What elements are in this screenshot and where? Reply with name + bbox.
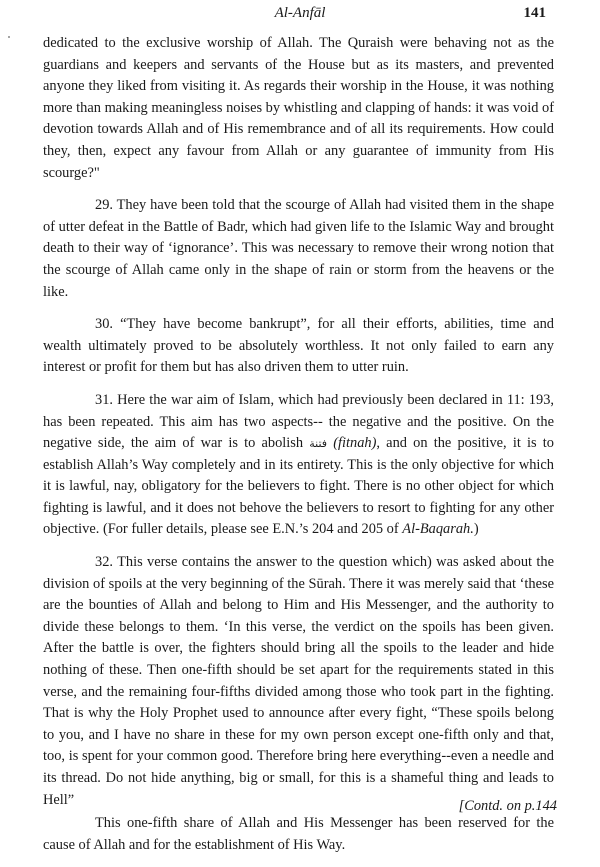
running-header xyxy=(0,5,600,27)
note-31-text-c: ) xyxy=(473,521,479,538)
paragraph-continuation: dedicated to the exclusive worship of Allah. The Quraish were behaving not as the guardians and keepers and servants of the House but as its masters, and prevented anyone they liked from visiting it. As regards their worship in the House, it was nothing more than making meaningless noises by whistling and clapping of hands: it was void of devotion towards Allah and of His remembrance and of all its requirements. How could they, then, expect any favour from Allah or any guarantee of immunity from His scourge?" xyxy=(43,35,554,181)
note-32: 32. This verse contains the answer to the question which) was asked about the division of spoils at the very beginning of the Sūrah. There it was merely said that ‘these are the bounties of Allah and belong to Him and His Messenger, and the authority to divide these belongs to them. ‘In this verse, the verdict on the spoils has been given. After the battle is over, the fighters should bring all the spoils to the leader and hide nothing of these. Then one-fifth should be set apart for the requirements stated in this verse, and the remaining four-fifths divided among those who took part in the fighting. That is why the Holy Prophet used to announce after every fight, “These spoils belong to you, and I have no share in these for my own person except one-fifth only and that, too, is spent for your common good. Therefore bring here everything--even a needle and its thread. Do not hide anything, big or small, for this is a shameful thing and leads to Hell” xyxy=(43,554,554,808)
continuation-note: [Contd. on p.144 xyxy=(458,798,557,814)
reference-title: Al-Baqarah. xyxy=(402,521,474,538)
body-text xyxy=(43,33,554,867)
note-31-text-b: , and on the positive, it is to establish Allah’s Way completely and in its entirety. This is the only objective for which it is lawful, nay, obligatory for the believers to fight. There is no other object for which fighting is lawful, and it does not behove the believers to resort to fighting for any other objective. (For fuller details, please see E.N.’s 204 and 205 of xyxy=(43,435,554,538)
page-number: 141 xyxy=(523,5,546,21)
note-32-continued: This one-fifth share of Allah and His Messenger has been reserved for the cause of Allah and for the establishment of His Way. xyxy=(43,815,554,853)
note-29: 29. They have been told that the scourge of Allah had visited them in the shape of utter defeat in the Battle of Badr, which had given life to the Islamic Way and brought death to their way of ‘ignorance’. This was necessary to remove their wrong notion that the scourge of Allah came only in the shape of rain or storm from the heavens or the like. xyxy=(43,197,554,300)
running-title: Al-Anfāl xyxy=(274,5,326,21)
scan-speck xyxy=(8,36,10,38)
note-31 xyxy=(43,390,554,541)
transliteration: (fitnah) xyxy=(333,435,377,452)
note-31-text-a: 31. Here the war aim of Islam, which had previously been declared in 11: 193, has been repeated. This aim has two aspects-- the negative and the positive. On the negative side, the aim of war is to abolish xyxy=(43,391,554,452)
arabic-word-fitnah: فتنة xyxy=(309,437,328,451)
note-30: 30. “They have become bankrupt”, for all their efforts, abilities, time and wealth ultimately proved to be absolutely worthless. It not only failed to earn any interest or profit for them but has also driven them to utter ruin. xyxy=(43,316,554,376)
